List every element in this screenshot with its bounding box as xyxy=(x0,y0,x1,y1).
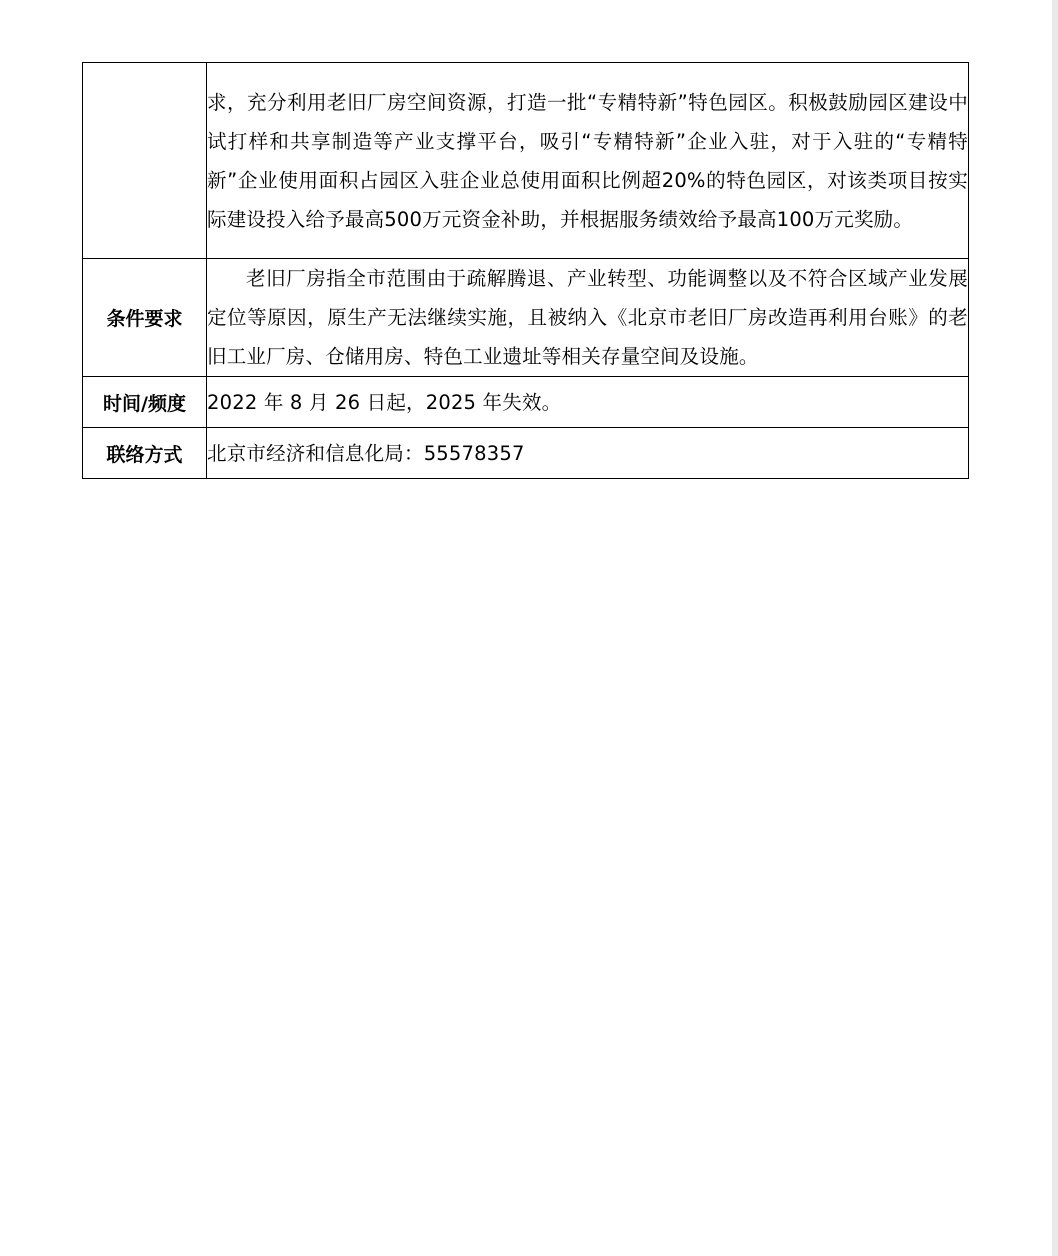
page-edge xyxy=(1052,0,1058,1256)
row-label-empty xyxy=(83,63,207,259)
time-frequency-label: 时间/频度 xyxy=(83,377,207,428)
table-row-time-frequency xyxy=(83,377,969,428)
time-frequency-text: 2022 年 8 月 26 日起，2025 年失效。 xyxy=(207,390,562,414)
time-frequency-text-cell xyxy=(207,377,969,428)
conditions-label: 条件要求 xyxy=(83,259,207,377)
conditions-text-cell xyxy=(207,259,969,377)
table-row-contact xyxy=(83,428,969,479)
contact-text: 北京市经济和信息化局：55578357 xyxy=(207,441,525,465)
contact-label: 联络方式 xyxy=(83,428,207,479)
table-row-conditions xyxy=(83,259,969,377)
policy-table xyxy=(82,62,969,479)
continuation-text-cell xyxy=(207,63,969,259)
conditions-text: 老旧厂房指全市范围由于疏解腾退、产业转型、功能调整以及不符合区域产业发展定位等原因，原生产无法继续实施，且被纳入《北京市老旧厂房改造再利用台账》的老旧工业厂房、仓储用房、特色工业遗址等相关存量空间及设施。 xyxy=(207,267,968,368)
contact-text-cell xyxy=(207,428,969,479)
continuation-text: 求，充分利用老旧厂房空间资源，打造一批“专精特新”特色园区。积极鼓励园区建设中试打样和共享制造等产业支撑平台，吸引“专精特新”企业入驻，对于入驻的“专精特新”企业使用面积占园区入驻企业总使用面积比例超20%的特色园区，对该类项目按实际建设投入给予最高500万元资金补助，并根据服务绩效给予最高100万元奖励。 xyxy=(207,90,968,231)
table-row-continuation xyxy=(83,63,969,259)
